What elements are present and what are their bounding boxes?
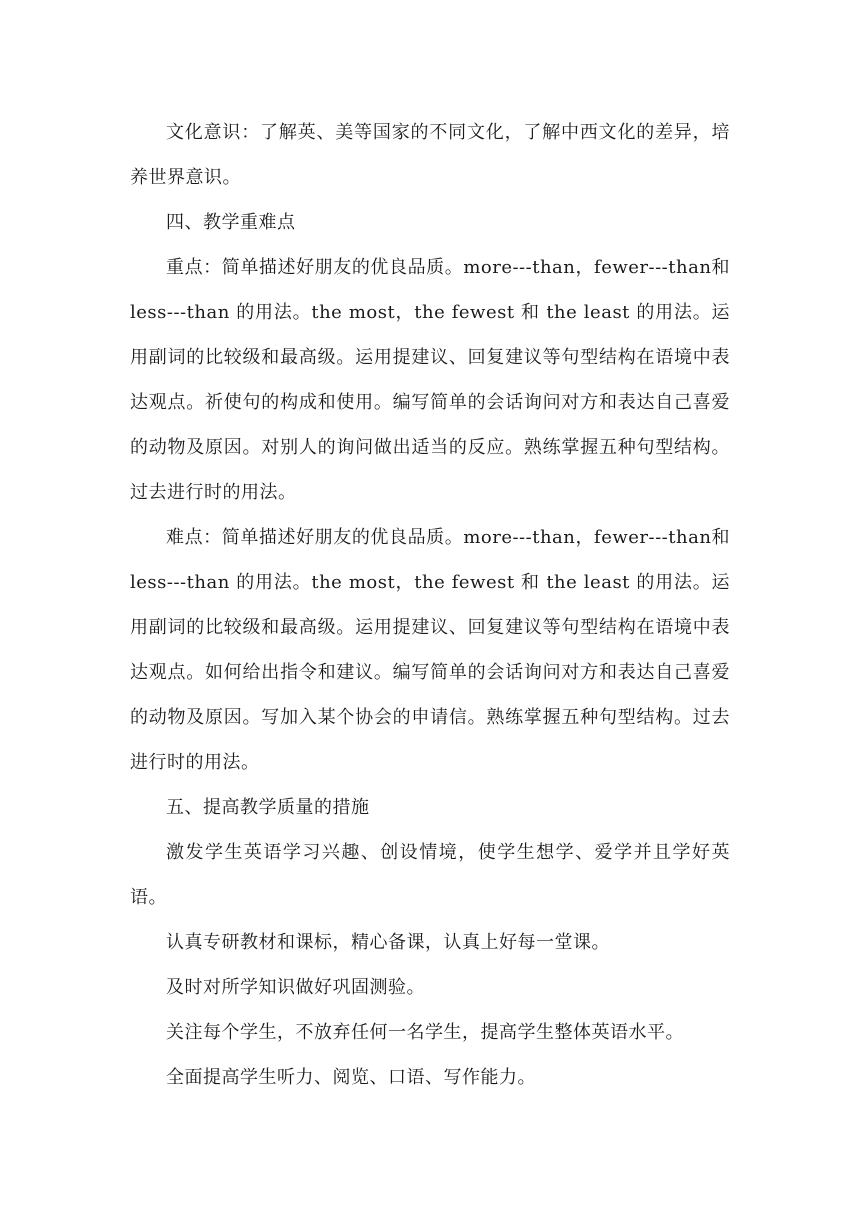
paragraph-key-points: 重点：简单描述好朋友的优良品质。more---than，fewer---than和 less---than 的用法。the most，the fewest 和 the least 的用法。运用副词的比较级和最高级。运用提建议、回复建议等句型结构在语境中表达观点。祈使句的构成和使用。编写简单的会话询问对方和表达自己喜爱的动物及原因。对别人的询问做出适当的反应。熟练掌握五种句型结构。过去进行时的用法。	[130, 257, 730, 503]
paragraph-measure-skills: 全面提高学生听力、阅览、口语、写作能力。	[166, 1067, 536, 1088]
paragraph-cultural-awareness: 文化意识：了解英、美等国家的不同文化，了解中西文化的差异，培养世界意识。	[130, 122, 730, 188]
paragraph-measure-every-student: 关注每个学生，不放弃任何一名学生，提高学生整体英语水平。	[166, 1022, 684, 1043]
paragraph-measure-testing: 及时对所学知识做好巩固测验。	[166, 977, 425, 998]
section-heading-measures: 五、提高教学质量的措施	[166, 797, 370, 818]
section-heading-key-points: 四、教学重难点	[166, 212, 296, 233]
paragraph-measure-interest: 激发学生英语学习兴趣、创设情境，使学生想学、爱学并且学好英语。	[130, 842, 730, 908]
paragraph-measure-preparation: 认真专研教材和课标，精心备课，认真上好每一堂课。	[166, 932, 610, 953]
paragraph-difficult-points: 难点：简单描述好朋友的优良品质。more---than，fewer---than和 less---than 的用法。the most，the fewest 和 the least 的用法。运用副词的比较级和最高级。运用提建议、回复建议等句型结构在语境中表达观点。如何给出指令和建议。编写简单的会话询问对方和表达自己喜爱的动物及原因。写加入某个协会的申请信。熟练掌握五种句型结构。过去进行时的用法。	[130, 527, 730, 773]
document-page	[130, 110, 730, 1100]
